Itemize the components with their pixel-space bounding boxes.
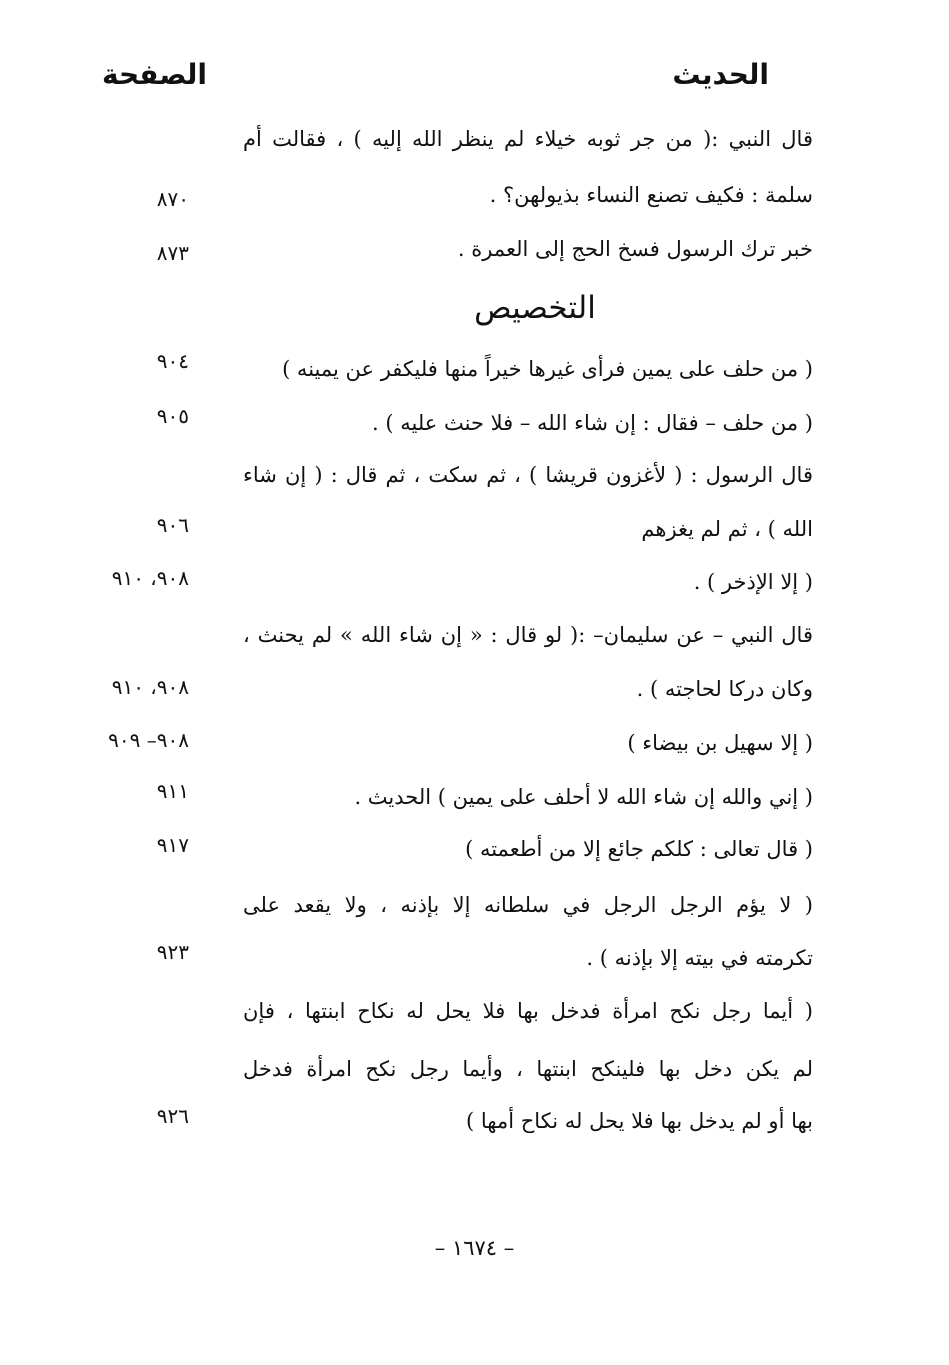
hadith-line: ( إني والله إن شاء الله لا أحلف على يمين ) الحديث . xyxy=(354,785,813,809)
page-reference: ٩٠٦ xyxy=(156,513,189,537)
page-reference: ٩٢٦ xyxy=(156,1104,189,1128)
page-reference: ٨٧٣ xyxy=(156,241,189,265)
hadith-line: قال الرسول : ( لأغزون قريشا ) ، ثم سكت ، ثم قال : ( إن شاء xyxy=(243,463,813,487)
hadith-line: ( قال تعالى : كلكم جائع إلا من أطعمته ) xyxy=(465,837,813,861)
page-reference: ٨٧٠ xyxy=(156,187,189,211)
hadith-line: ( من حلف – فقال : إن شاء الله – فلا حنث عليه ) . xyxy=(372,411,813,435)
page-reference: ٩١٧ xyxy=(156,833,189,857)
page-reference: ٩٠٨، ٩١٠ xyxy=(111,566,189,590)
hadith-line: ( أيما رجل نكح امرأة فدخل بها فلا يحل له نكاح ابنتها ، فإن xyxy=(243,999,813,1023)
hadith-line: لم يكن دخل بها فلينكح ابنتها ، وأيما رجل نكح امرأة فدخل xyxy=(243,1057,813,1081)
hadith-line: الله ) ، ثم لم يغزهم xyxy=(641,517,813,541)
page-reference: ٩٠٨، ٩١٠ xyxy=(111,675,189,699)
page-number: – ١٦٧٤ – xyxy=(434,1236,515,1260)
hadith-line: خبر ترك الرسول فسخ الحج إلى العمرة . xyxy=(457,237,813,261)
hadith-line: سلمة : فكيف تصنع النساء بذيولهن؟ . xyxy=(489,183,813,207)
hadith-line: وكان دركا لحاجته ) . xyxy=(636,677,813,701)
page-reference: ٩٢٣ xyxy=(156,940,189,964)
page-reference: ٩٠٥ xyxy=(156,404,189,428)
hadith-line: بها أو لم يدخل بها فلا يحل له نكاح أمها ) xyxy=(466,1109,813,1133)
column-header-page: الصفحة xyxy=(102,58,208,91)
hadith-line: ( إلا الإذخر ) . xyxy=(693,570,813,594)
page-reference: ٩٠٤ xyxy=(156,349,189,373)
page-reference: ٩١١ xyxy=(156,779,189,803)
hadith-line: ( لا يؤم الرجل الرجل في سلطانه إلا بإذنه ، ولا يقعد على xyxy=(243,893,813,917)
column-header-hadith: الحديث xyxy=(672,58,769,91)
hadith-line: قال النبي :( من جر ثوبه خيلاء لم ينظر الله إليه ) ، فقالت أم xyxy=(243,127,813,151)
hadith-line: تكرمته في بيته إلا بإذنه ) . xyxy=(586,946,813,970)
section-title: التخصيص xyxy=(474,290,596,326)
hadith-line: ( إلا سهيل بن بيضاء ) xyxy=(627,731,813,755)
hadith-line: قال النبي – عن سليمان– :( لو قال : « إن شاء الله » لم يحنث ، xyxy=(243,623,813,647)
page-reference: ٩٠٨– ٩٠٩ xyxy=(108,728,189,752)
hadith-line: ( من حلف على يمين فرأى غيرها خيراً منها فليكفر عن يمينه ) xyxy=(282,357,813,381)
